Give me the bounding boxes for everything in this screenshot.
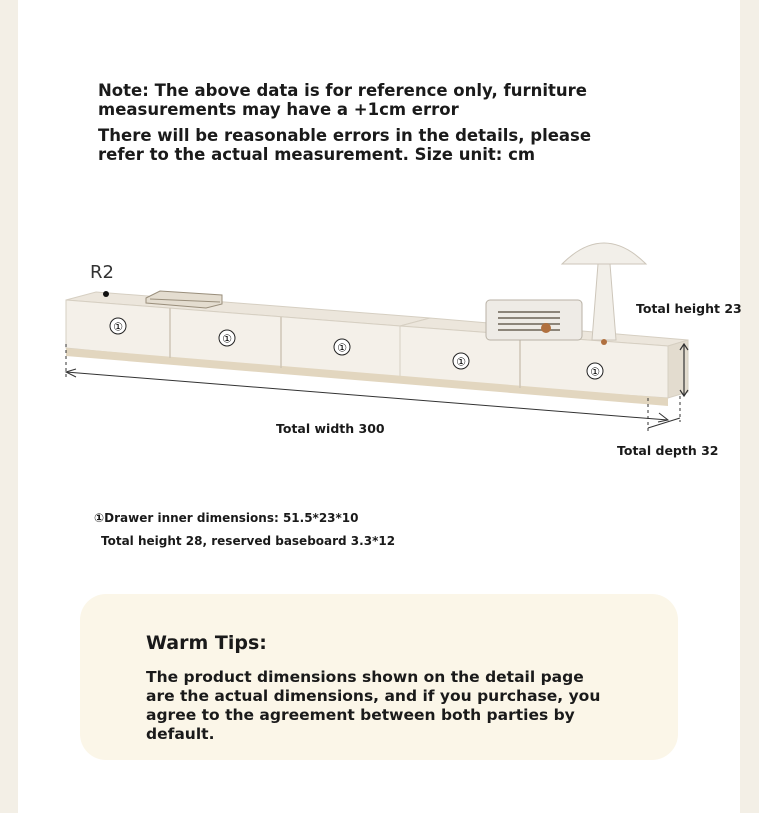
svg-text:①: ① bbox=[337, 341, 347, 355]
drawer-marker-2 bbox=[219, 330, 235, 346]
drawer-specs bbox=[94, 511, 395, 557]
svg-text:①: ① bbox=[113, 320, 123, 334]
drawer-inner-dimensions: ①Drawer inner dimensions: 51.5*23*10 bbox=[94, 511, 359, 525]
total-depth-label: Total depth 32 bbox=[617, 443, 719, 458]
drawer-marker-1 bbox=[110, 318, 126, 334]
warm-tips-body: The product dimensions shown on the detail page are the actual dimensions, and if you purchase, you agree to the agreement between both parties by default. bbox=[146, 668, 601, 743]
total-height-baseboard: Total height 28, reserved baseboard 3.3*12 bbox=[101, 534, 396, 548]
note-line-1: Note: The above data is for reference only, furniture measurements may have a +1cm error bbox=[98, 81, 587, 119]
drawer-marker-5 bbox=[587, 363, 603, 379]
corner-dot bbox=[103, 291, 109, 297]
warm-tips-box bbox=[80, 594, 678, 760]
total-height-label: Total height 23 bbox=[636, 301, 742, 316]
svg-text:①: ① bbox=[590, 365, 600, 379]
record-player-icon bbox=[486, 300, 582, 340]
total-width-label: Total width 300 bbox=[276, 421, 385, 436]
corner-radius-label: R2 bbox=[90, 262, 114, 283]
drawer-marker-4 bbox=[453, 353, 469, 369]
svg-text:①: ① bbox=[456, 355, 466, 369]
cabinet-side bbox=[668, 340, 688, 398]
note-line-2: There will be reasonable errors in the details, please refer to the actual measurement. Size unit: cm bbox=[98, 126, 592, 164]
drawer-marker-3 bbox=[334, 339, 350, 355]
svg-text:①: ① bbox=[222, 332, 232, 346]
warm-tips-title: Warm Tips: bbox=[146, 632, 267, 654]
